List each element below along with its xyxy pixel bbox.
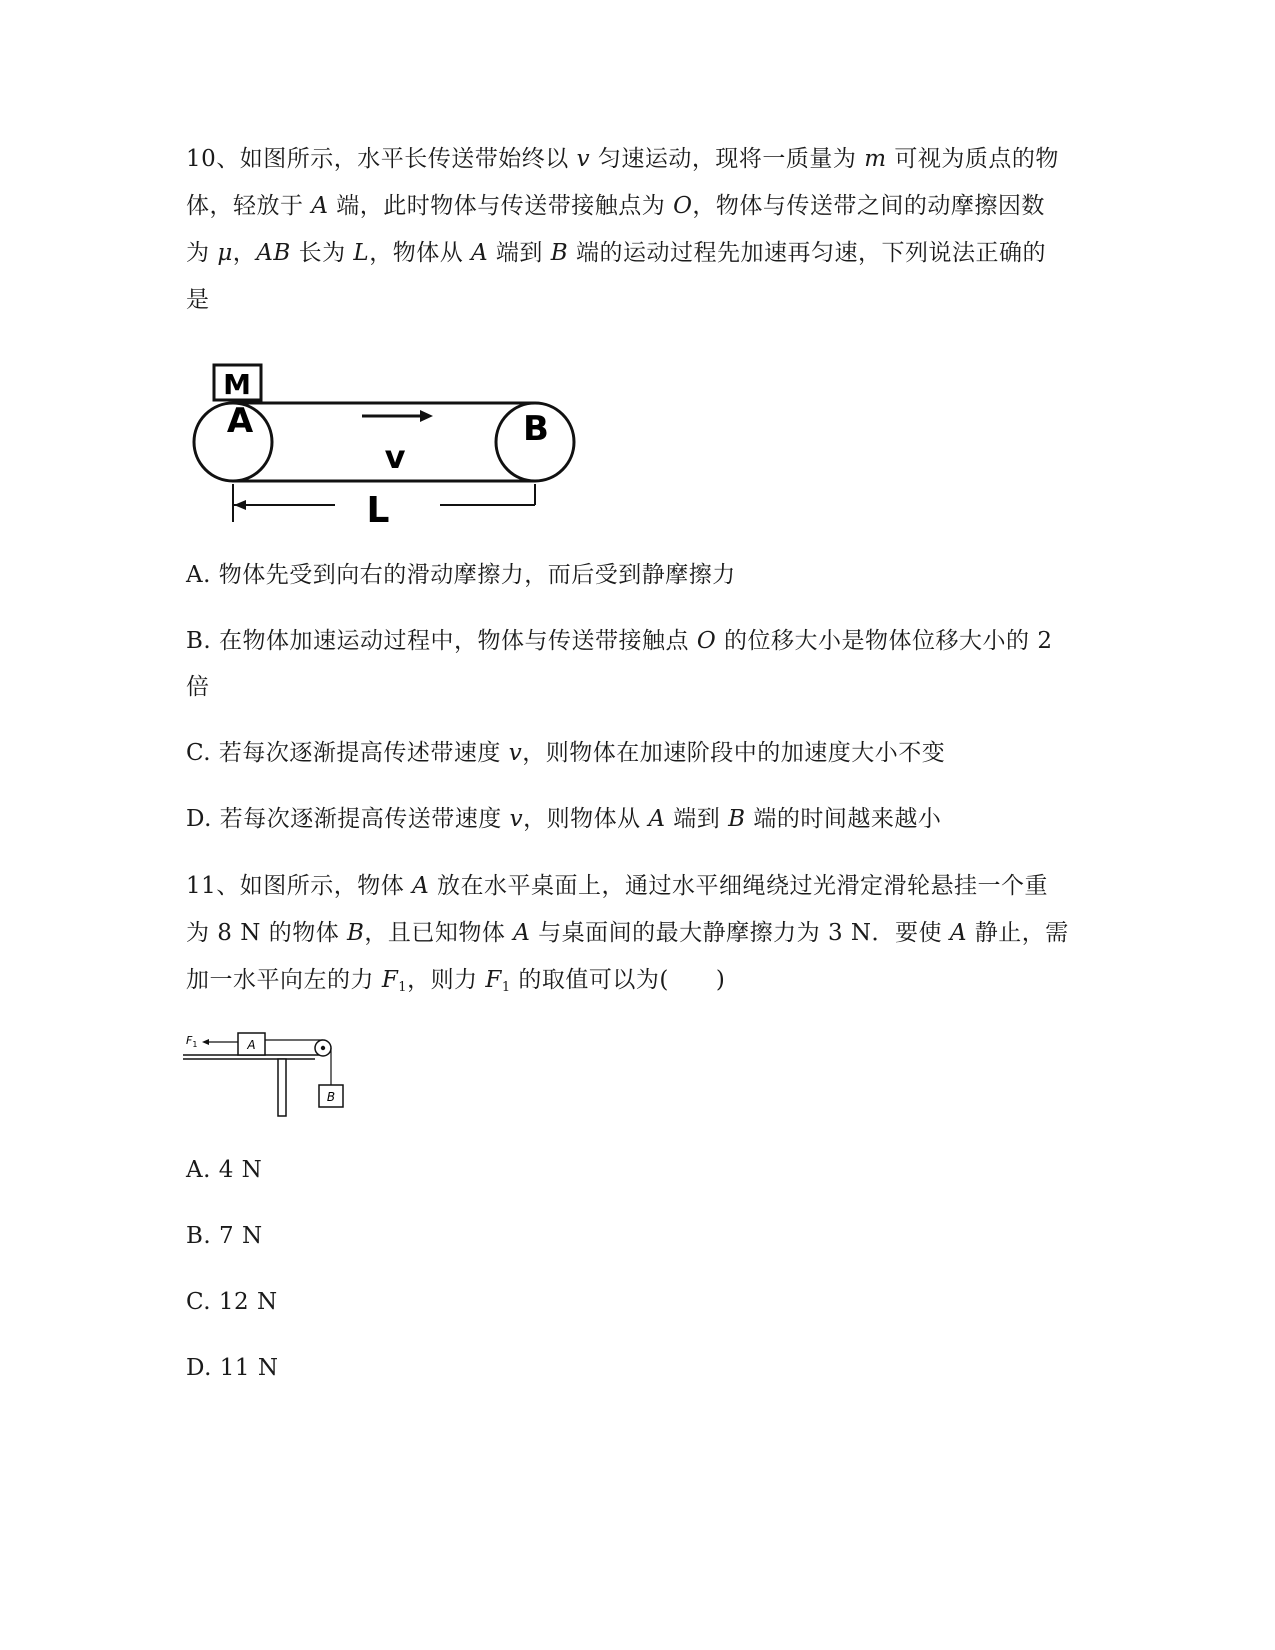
force-label: $F_1$ <box>186 1034 198 1049</box>
q10-option-a: A. 物体先受到向右的滑动摩擦力，而后受到静摩擦力 <box>186 562 736 588</box>
q10-option-b-cont: 倍 <box>186 674 210 700</box>
q11-stem <box>186 863 1086 1011</box>
q11-option-a: A. 4 N <box>186 1157 263 1183</box>
q10-line-3: 为 μ，AB 长为 L，物体从 A 端到 B 端的运动过程先加速再匀速，下列说法正确的 <box>186 240 1046 266</box>
pulley-axle <box>321 1046 325 1050</box>
q10-stem <box>186 136 1086 324</box>
table-leg <box>278 1059 286 1116</box>
length-label: L <box>366 490 390 531</box>
q10-line-2: 体，轻放于 A 端，此时物体与传送带接触点为 O，物体与传送带之间的动摩擦因数 <box>186 193 1045 219</box>
conveyor-belt-figure <box>190 362 590 532</box>
q10-line-1: 10、如图所示，水平长传送带始终以 v 匀速运动，现将一质量为 m 可视为质点的物 <box>186 146 1059 172</box>
q11-option-b: B. 7 N <box>186 1223 263 1249</box>
q10-option-c: C. 若每次逐渐提高传述带速度 v，则物体在加速阶段中的加速度大小不变 <box>186 740 946 766</box>
block-a-label: A <box>247 1038 256 1052</box>
q10-option-d: D. 若每次逐渐提高传送带速度 v，则物体从 A 端到 B 端的时间越来越小 <box>186 806 942 832</box>
q10-line-4: 是 <box>186 287 210 313</box>
q11-line-1: 11、如图所示，物体 A 放在水平桌面上，通过水平细绳绕过光滑定滑轮悬挂一个重 <box>186 873 1049 899</box>
q11-option-d: D. 11 N <box>186 1355 279 1381</box>
pulley-b-label: B <box>523 409 549 449</box>
q11-line-3: 加一水平向左的力 $F_1$，则力 $F_1$ 的取值可以为( ) <box>186 967 726 995</box>
q10-option-b: B. 在物体加速运动过程中，物体与传送带接触点 O 的位移大小是物体位移大小的 2 <box>186 628 1053 654</box>
q11-option-c: C. 12 N <box>186 1289 278 1315</box>
force-arrowhead <box>202 1039 209 1045</box>
velocity-label: v <box>384 438 406 476</box>
pulley-a-label: A <box>226 401 254 441</box>
q11-line-2: 为 8 N 的物体 B，且已知物体 A 与桌面间的最大静摩擦力为 3 N．要使 A 静止，需 <box>186 920 1069 946</box>
length-arrowhead-left <box>234 500 246 510</box>
velocity-arrowhead <box>420 410 433 422</box>
block-m-label: M <box>223 368 251 401</box>
block-b-label: B <box>326 1090 336 1104</box>
pulley-table-figure <box>183 1030 353 1120</box>
